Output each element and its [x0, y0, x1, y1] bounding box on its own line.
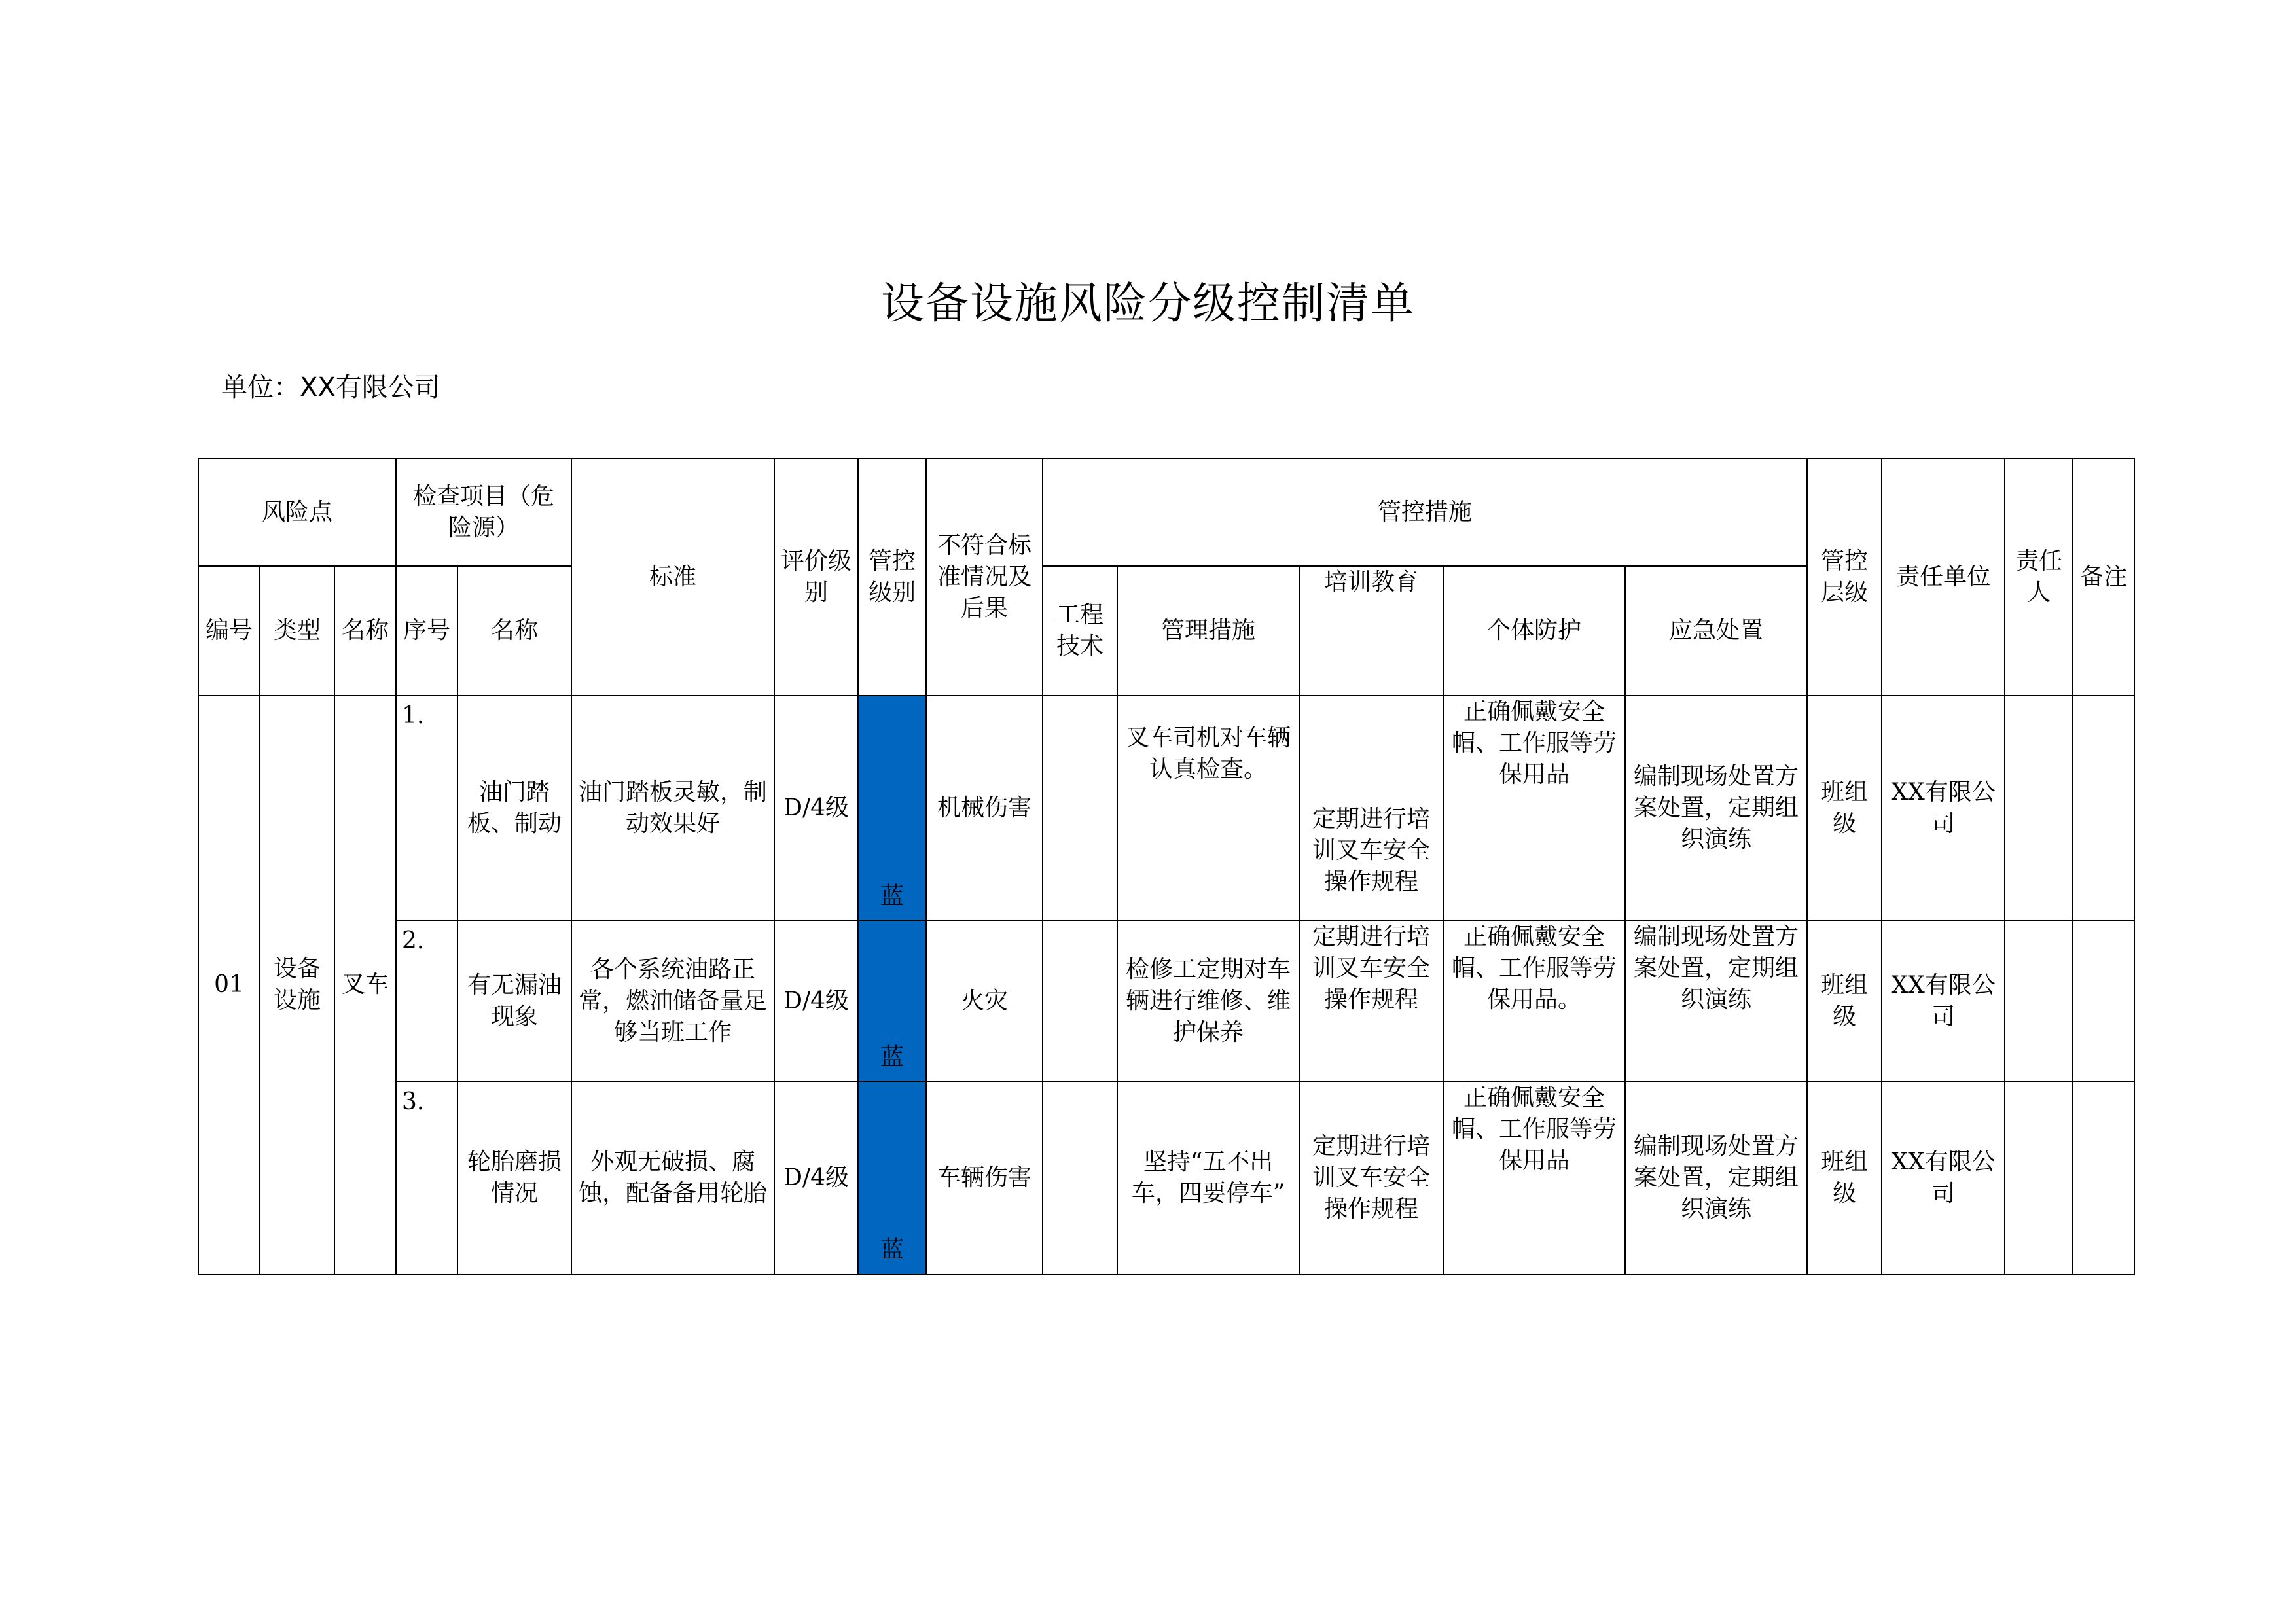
row-engineering	[1043, 921, 1117, 1082]
row-tier: 班组级	[1807, 921, 1882, 1082]
header-nonconformity: 不符合标准情况及后果	[926, 459, 1043, 696]
row-unit: XX有限公司	[1882, 921, 2005, 1082]
row-engineering	[1043, 1082, 1117, 1274]
row-control-level-badge: 蓝	[858, 696, 926, 921]
row-ppe: 正确佩戴安全帽、工作服等劳保用品	[1443, 696, 1625, 921]
header-code: 编号	[198, 566, 260, 696]
row-management: 坚持“五不出车，四要停车”	[1117, 1082, 1299, 1274]
header-training: 培训教育	[1299, 566, 1443, 696]
row-emergency: 编制现场处置方案处置，定期组织演练	[1625, 921, 1807, 1082]
row-eval: D/4级	[774, 1082, 858, 1274]
row-item-name: 有无漏油现象	[457, 921, 571, 1082]
header-remark: 备注	[2073, 459, 2134, 696]
row-training	[1299, 696, 1443, 921]
unit-label: 单位：XX有限公司	[221, 372, 440, 402]
row-remark	[2073, 1082, 2134, 1274]
row-management: 叉车司机对车辆认真检查。	[1117, 696, 1299, 921]
table-row	[198, 696, 2134, 921]
row-unit: XX有限公司	[1882, 696, 2005, 921]
header-row-1	[198, 459, 2134, 566]
header-control-level: 管控级别	[858, 459, 926, 696]
header-type: 类型	[260, 566, 334, 696]
header-eval-level: 评价级别	[774, 459, 858, 696]
header-resp-unit: 责任单位	[1882, 459, 2005, 696]
header-ppe: 个体防护	[1443, 566, 1625, 696]
row-item-name: 轮胎磨损情况	[457, 1082, 571, 1274]
row-ppe: 正确佩戴安全帽、工作服等劳保用品	[1443, 1082, 1625, 1274]
row-consequence: 火灾	[926, 921, 1043, 1082]
row-standard: 外观无破损、腐蚀，配备备用轮胎	[571, 1082, 774, 1274]
row-control-level-badge: 蓝	[858, 1082, 926, 1274]
header-seq: 序号	[396, 566, 457, 696]
row-unit: XX有限公司	[1882, 1082, 2005, 1274]
header-control-measures: 管控措施	[1043, 459, 1807, 566]
header-resp-person: 责任人	[2005, 459, 2073, 696]
header-engineering: 工程技术	[1043, 566, 1117, 696]
row-person	[2005, 696, 2073, 921]
row-engineering	[1043, 696, 1117, 921]
row-person	[2005, 1082, 2073, 1274]
row-consequence: 机械伤害	[926, 696, 1043, 921]
header-standard: 标准	[571, 459, 774, 696]
row-emergency: 编制现场处置方案处置，定期组织演练	[1625, 696, 1807, 921]
row-seq: 3.	[396, 1082, 457, 1274]
group-type: 设备设施	[260, 696, 334, 1274]
row-remark	[2073, 921, 2134, 1082]
row-seq: 1.	[396, 696, 457, 921]
group-code: 01	[198, 696, 260, 1274]
header-item-name: 名称	[457, 566, 571, 696]
row-training: 定期进行培训叉车安全操作规程	[1299, 1082, 1443, 1274]
header-management: 管理措施	[1117, 566, 1299, 696]
row-standard: 各个系统油路正常，燃油储备量足够当班工作	[571, 921, 774, 1082]
header-control-tier: 管控层级	[1807, 459, 1882, 696]
row-eval: D/4级	[774, 921, 858, 1082]
row-standard: 油门踏板灵敏，制动效果好	[571, 696, 774, 921]
table-row	[198, 921, 2134, 1082]
row-item-name: 油门踏板、制动	[457, 696, 571, 921]
row-emergency: 编制现场处置方案处置，定期组织演练	[1625, 1082, 1807, 1274]
group-name: 叉车	[334, 696, 396, 1274]
row-tier: 班组级	[1807, 696, 1882, 921]
row-seq: 2.	[396, 921, 457, 1082]
header-check-item: 检查项目（危险源）	[396, 459, 571, 566]
row-tier: 班组级	[1807, 1082, 1882, 1274]
table-row	[198, 1082, 2134, 1274]
row-eval: D/4级	[774, 696, 858, 921]
row-consequence: 车辆伤害	[926, 1082, 1043, 1274]
row-ppe: 正确佩戴安全帽、工作服等劳保用品。	[1443, 921, 1625, 1082]
row-training: 定期进行培训叉车安全操作规程	[1299, 921, 1443, 1082]
header-name: 名称	[334, 566, 396, 696]
header-risk-point: 风险点	[198, 459, 396, 566]
row-training-text: 定期进行培训叉车安全操作规程	[1312, 806, 1431, 895]
risk-control-table	[198, 458, 2135, 1275]
header-emergency: 应急处置	[1625, 566, 1807, 696]
row-management: 检修工定期对车辆进行维修、维护保养	[1117, 921, 1299, 1082]
row-person	[2005, 921, 2073, 1082]
document-title: 设备设施风险分级控制清单	[881, 278, 1415, 329]
row-control-level-badge: 蓝	[858, 921, 926, 1082]
row-remark	[2073, 696, 2134, 921]
